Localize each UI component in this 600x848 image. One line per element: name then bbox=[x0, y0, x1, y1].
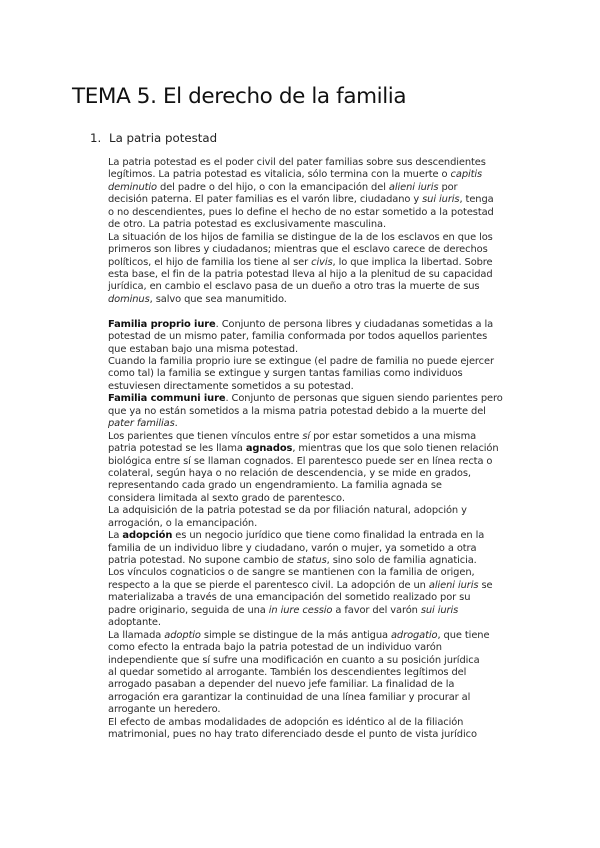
text-run: es un negocio jurídico que tiene como finalidad la entrada en la bbox=[172, 530, 485, 542]
text-line bbox=[108, 418, 520, 430]
text-run: del padre o del hijo, o con la emancipación del bbox=[156, 181, 389, 193]
text-run: La llamada bbox=[108, 629, 165, 641]
text-line bbox=[108, 244, 520, 256]
text-line bbox=[108, 567, 520, 579]
text-run: esta base, el fin de la patria potestad lleva al hijo a la plenitud de su capacidad bbox=[108, 268, 493, 280]
text-run: , lo que implica la libertad. Sobre bbox=[332, 256, 493, 268]
text-run: biológica entre sí se llaman cognados. El parentesco puede ser en línea recta o bbox=[108, 455, 493, 467]
text-line bbox=[108, 393, 520, 405]
bold-term: Familia communi iure bbox=[108, 393, 226, 405]
text-run: legítimos. La patria potestad es vitalicia, sólo termina con la muerte o bbox=[108, 169, 451, 181]
text-run: arrogación, o la emancipación. bbox=[108, 517, 258, 529]
text-run: patria potestad se les llama bbox=[108, 443, 246, 455]
text-line bbox=[108, 480, 520, 492]
text-run: padre originario, seguida de una bbox=[108, 604, 269, 616]
text-line bbox=[108, 194, 520, 206]
text-run: simple se distingue de la más antigua bbox=[200, 629, 391, 641]
italic-term: sui iuris bbox=[420, 604, 459, 616]
italic-term: capitis bbox=[450, 169, 483, 181]
text-run: Cuando la familia proprio iure se extingue (el padre de familia no puede ejercer bbox=[108, 356, 494, 367]
bold-term: agnados bbox=[245, 443, 293, 455]
body-text bbox=[108, 157, 520, 742]
text-run: políticos, el hijo de familia los tiene al ser bbox=[108, 256, 312, 268]
italic-term: dominus bbox=[108, 293, 150, 305]
bold-term: adopción bbox=[122, 530, 173, 542]
text-line bbox=[108, 630, 520, 642]
text-line bbox=[108, 406, 520, 418]
text-line bbox=[108, 530, 520, 542]
italic-term: adoptio bbox=[164, 629, 201, 641]
text-run: adoptante. bbox=[108, 617, 161, 629]
text-line bbox=[108, 729, 520, 741]
text-line bbox=[108, 207, 520, 219]
text-line bbox=[108, 157, 520, 169]
bold-term: Familia proprio iure bbox=[108, 318, 216, 330]
text-run: Los parientes que tienen vínculos entre bbox=[108, 430, 303, 442]
text-run: se bbox=[478, 579, 493, 591]
text-line bbox=[108, 679, 520, 691]
text-run: La adquisición de la patria potestad se da por filiación natural, adopción y bbox=[108, 505, 467, 517]
text-line bbox=[108, 443, 520, 455]
text-run: como efecto la entrada bajo la patria potestad de un individuo varón bbox=[108, 642, 442, 654]
text-run: a favor del varón bbox=[332, 604, 421, 616]
text-run: . Conjunto de persona libres y ciudadanas sometidas a la bbox=[215, 318, 494, 330]
italic-term: pater familias bbox=[108, 418, 175, 430]
italic-term: alieni iuris bbox=[388, 181, 439, 193]
text-run: al quedar sometido al arrogante. También los descendientes legítimos del bbox=[108, 666, 467, 678]
text-line bbox=[108, 468, 520, 480]
text-run: decisión paterna. El pater familias es el varón libre, ciudadano y bbox=[108, 194, 423, 206]
text-run: arrogación era garantizar la continuidad de una línea familiar y procurar al bbox=[108, 691, 471, 703]
italic-term: in iure cessio bbox=[268, 604, 333, 616]
text-run: . Conjunto de personas que siguen siendo parientes pero bbox=[225, 393, 503, 405]
italic-term: sui iuris bbox=[422, 194, 460, 206]
page-title: TEMA 5. El derecho de la familia bbox=[72, 84, 407, 109]
text-run: arrogante un heredero. bbox=[108, 704, 221, 716]
section-title: La patria potestad bbox=[109, 131, 218, 145]
text-run: que estaban bajo una misma potestad. bbox=[108, 343, 299, 355]
text-run: estuviesen directamente sometidos a su potestad. bbox=[108, 380, 354, 392]
italic-term: alieni iuris bbox=[428, 579, 479, 591]
text-run: Los vínculos cognaticios o de sangre se mantienen con la familia de origen, bbox=[108, 567, 475, 579]
italic-term: status bbox=[296, 555, 327, 566]
italic-term: adrogatio bbox=[390, 629, 438, 641]
text-run: patria potestad. No supone cambio de bbox=[108, 555, 297, 566]
text-run: , salvo que sea manumitido. bbox=[149, 293, 287, 305]
text-line bbox=[108, 294, 520, 306]
text-run: jurídica, en cambio el esclavo pasa de un dueño a otro tras la muerte de sus bbox=[108, 281, 480, 293]
text-run: La bbox=[108, 530, 123, 542]
text-run: , tenga bbox=[459, 194, 494, 206]
text-run: primeros son libres y ciudadanos; mientras que el esclavo carece de derechos bbox=[108, 244, 488, 256]
text-line bbox=[108, 605, 520, 617]
text-line bbox=[108, 344, 520, 356]
text-line bbox=[108, 269, 520, 281]
text-line bbox=[108, 331, 520, 343]
text-line bbox=[108, 717, 520, 729]
text-line bbox=[108, 592, 520, 604]
text-run: como tal) la familia se extingue y surgen tantas familias como individuos bbox=[108, 368, 463, 380]
text-run: considera limitada al sexto grado de parentesco. bbox=[108, 492, 345, 504]
text-line bbox=[108, 617, 520, 629]
text-run: independiente que sí sufre una modificación en cuanto a su posición jurídica bbox=[108, 654, 480, 666]
text-line bbox=[108, 580, 520, 592]
text-line bbox=[108, 368, 520, 380]
text-line bbox=[108, 281, 520, 293]
text-line bbox=[108, 493, 520, 505]
text-run: matrimonial, pues no hay trato diferenciado desde el punto de vista jurídico bbox=[108, 729, 477, 741]
paragraph-gap bbox=[108, 306, 520, 318]
text-run: por bbox=[438, 181, 458, 193]
text-run: de otro. La patria potestad es exclusivamente masculina. bbox=[108, 219, 387, 231]
text-line bbox=[108, 319, 520, 331]
italic-term: deminutio bbox=[108, 181, 157, 193]
text-run: por estar sometidos a una misma bbox=[310, 430, 477, 442]
section-heading bbox=[90, 131, 217, 145]
text-run: La patria potestad es el poder civil del pater familias sobre sus descendientes bbox=[108, 157, 486, 168]
text-line bbox=[108, 431, 520, 443]
text-line bbox=[108, 543, 520, 555]
text-line bbox=[108, 655, 520, 667]
text-run: , sino solo de familia agnaticia. bbox=[326, 555, 477, 566]
text-run: colateral, según haya o no relación de descendencia, y se mide en grados, bbox=[108, 467, 471, 479]
text-line bbox=[108, 182, 520, 194]
text-run: que ya no están sometidos a la misma patria potestad debido a la muerte del bbox=[108, 405, 486, 417]
text-line bbox=[108, 667, 520, 679]
text-line bbox=[108, 704, 520, 716]
text-line bbox=[108, 219, 520, 231]
section-number: 1. bbox=[90, 131, 102, 145]
text-run: o no descendientes, pues lo define el hecho de no estar sometido a la potestad bbox=[108, 206, 494, 218]
text-run: familia de un individuo libre y ciudadano, varón o mujer, ya sometido a otra bbox=[108, 542, 477, 554]
text-run: El efecto de ambas modalidades de adopción es idéntico al de la filiación bbox=[108, 716, 464, 728]
text-run: respecto a la que se pierde el parentesco civil. La adopción de un bbox=[108, 579, 429, 591]
italic-term: sí bbox=[302, 430, 311, 442]
text-line bbox=[108, 642, 520, 654]
text-run: , que tiene bbox=[437, 629, 490, 641]
text-run: arrogado pasaban a depender del nuevo jefe familiar. La finalidad de la bbox=[108, 679, 455, 691]
text-line bbox=[108, 555, 520, 567]
text-run: La situación de los hijos de familia se distingue de la de los esclavos en que los bbox=[108, 231, 493, 243]
text-line bbox=[108, 232, 520, 244]
text-run: materializaba a través de una emancipación del sometido realizado por su bbox=[108, 592, 471, 604]
text-line bbox=[108, 692, 520, 704]
text-run: representando cada grado un engendramiento. La familia agnada se bbox=[108, 480, 442, 492]
text-run: potestad de un mismo pater, familia conformada por todos aquellos parientes bbox=[108, 331, 488, 343]
text-line bbox=[108, 505, 520, 517]
text-line bbox=[108, 169, 520, 181]
text-run: , mientras que los que solo tienen relación bbox=[292, 443, 499, 455]
text-line bbox=[108, 518, 520, 530]
text-line bbox=[108, 257, 520, 269]
text-line bbox=[108, 456, 520, 468]
text-line bbox=[108, 356, 520, 368]
text-line bbox=[108, 381, 520, 393]
italic-term: civis bbox=[311, 256, 333, 268]
text-run: . bbox=[174, 418, 178, 430]
